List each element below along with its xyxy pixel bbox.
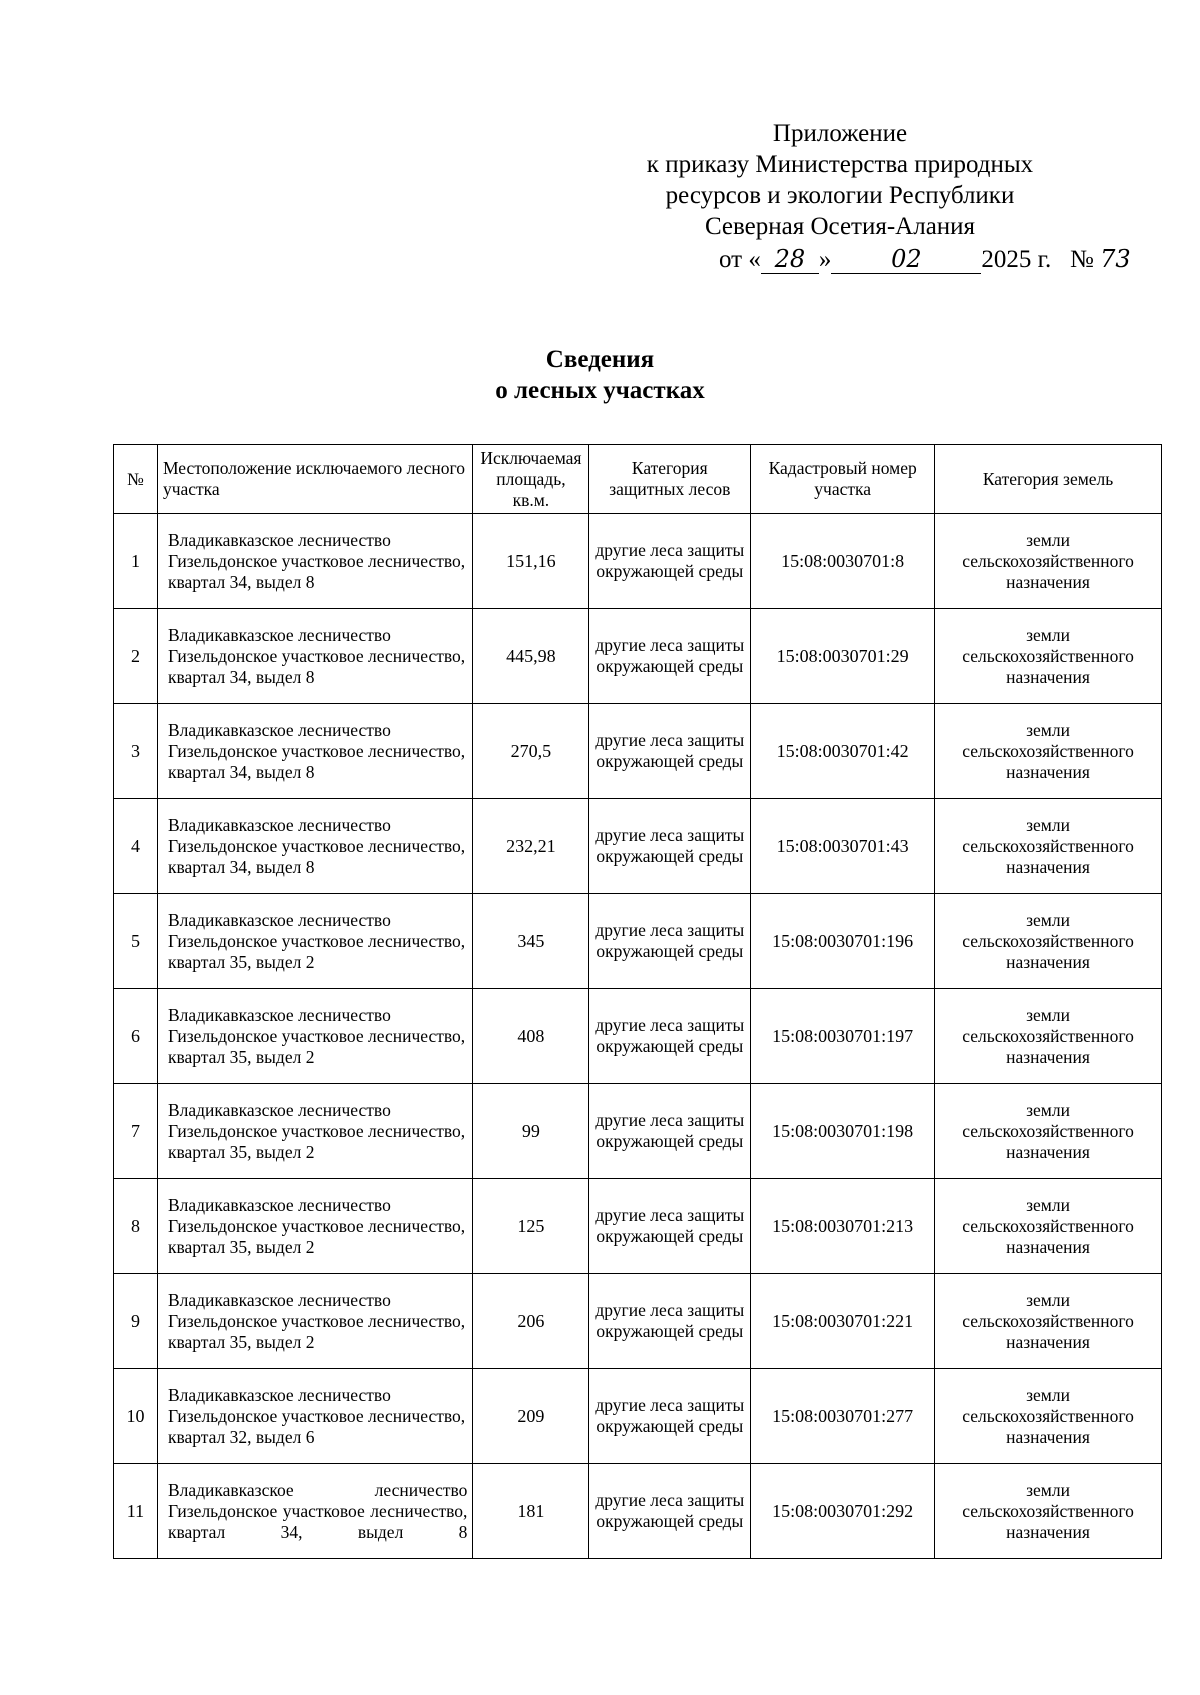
cell-protect-category: другие леса защиты окружающей среды: [589, 704, 751, 799]
cell-cadastral: 15:08:0030701:292: [751, 1464, 935, 1559]
table-row: [114, 1369, 1162, 1464]
table-row: [114, 1179, 1162, 1274]
cell-land-category: земли сельскохозяйственного назначения: [935, 1274, 1162, 1369]
table-row: [114, 894, 1162, 989]
header-line-1: Приложение: [772, 120, 908, 147]
table-row: [114, 989, 1162, 1084]
table-row: [114, 514, 1162, 609]
cell-num: 11: [114, 1464, 158, 1559]
header-protect-category: Категория защитных лесов: [589, 445, 751, 514]
cell-area: 408: [473, 989, 589, 1084]
header-line-2: к приказу Министерства природных: [646, 151, 1034, 178]
cell-cadastral: 15:08:0030701:42: [751, 704, 935, 799]
table-body: [114, 514, 1162, 1559]
header-line-3: ресурсов и экологии Республики: [665, 182, 1015, 209]
table-row: [114, 1274, 1162, 1369]
cell-land-category: земли сельскохозяйственного назначения: [935, 1369, 1162, 1464]
cell-area: 345: [473, 894, 589, 989]
order-month: 02: [831, 245, 981, 274]
cell-cadastral: 15:08:0030701:43: [751, 799, 935, 894]
cell-protect-category: другие леса защиты окружающей среды: [589, 989, 751, 1084]
order-year: 2025 г.: [981, 246, 1052, 273]
order-number: 73: [1100, 245, 1131, 273]
cell-area: 209: [473, 1369, 589, 1464]
cell-num: 6: [114, 989, 158, 1084]
cell-protect-category: другие леса защиты окружающей среды: [589, 514, 751, 609]
cell-land-category: земли сельскохозяйственного назначения: [935, 1179, 1162, 1274]
cell-location: Владикавказское лесничество Гизельдонское участковое лесничество, квартал 34, выдел 8: [157, 704, 472, 799]
cell-location: Владикавказское лесничество Гизельдонское участковое лесничество, квартал 34, выдел 8: [157, 514, 472, 609]
cell-area: 270,5: [473, 704, 589, 799]
table-row: [114, 1084, 1162, 1179]
cell-cadastral: 15:08:0030701:196: [751, 894, 935, 989]
cell-protect-category: другие леса защиты окружающей среды: [589, 1084, 751, 1179]
cell-num: 2: [114, 609, 158, 704]
cell-location: Владикавказское лесничество Гизельдонское участковое лесничество, квартал 32, выдел 6: [157, 1369, 472, 1464]
cell-num: 4: [114, 799, 158, 894]
cell-num: 1: [114, 514, 158, 609]
date-prefix: от «: [719, 246, 761, 273]
title-line-1: Сведения: [545, 346, 655, 373]
cell-land-category: земли сельскохозяйственного назначения: [935, 989, 1162, 1084]
appendix-header: [580, 118, 1100, 242]
cell-location: Владикавказское лесничество Гизельдонское участковое лесничество, квартал 35, выдел 2: [157, 1274, 472, 1369]
cell-cadastral: 15:08:0030701:277: [751, 1369, 935, 1464]
header-num: №: [114, 445, 158, 514]
header-area: Исключаемая площадь, кв.м.: [473, 445, 589, 514]
cell-location: Владикавказское лесничество Гизельдонское участковое лесничество, квартал 34, выдел 8: [157, 799, 472, 894]
cell-land-category: земли сельскохозяйственного назначения: [935, 609, 1162, 704]
title-line-2: о лесных участках: [495, 377, 705, 404]
cell-cadastral: 15:08:0030701:221: [751, 1274, 935, 1369]
order-date-line: [719, 245, 1159, 274]
cell-cadastral: 15:08:0030701:29: [751, 609, 935, 704]
cell-protect-category: другие леса защиты окружающей среды: [589, 609, 751, 704]
cell-location: Владикавказское лесничество Гизельдонское участковое лесничество, квартал 34, выдел 8: [157, 609, 472, 704]
cell-land-category: земли сельскохозяйственного назначения: [935, 799, 1162, 894]
cell-num: 7: [114, 1084, 158, 1179]
cell-location: Владикавказское лесничество Гизельдонское участковое лесничество, квартал 34, выдел 8: [157, 1464, 472, 1559]
cell-location: Владикавказское лесничество Гизельдонское участковое лесничество, квартал 35, выдел 2: [157, 894, 472, 989]
cell-protect-category: другие леса защиты окружающей среды: [589, 1369, 751, 1464]
cell-cadastral: 15:08:0030701:197: [751, 989, 935, 1084]
cell-num: 9: [114, 1274, 158, 1369]
cell-num: 3: [114, 704, 158, 799]
cell-land-category: земли сельскохозяйственного назначения: [935, 514, 1162, 609]
cell-protect-category: другие леса защиты окружающей среды: [589, 894, 751, 989]
cell-protect-category: другие леса защиты окружающей среды: [589, 799, 751, 894]
table-row: [114, 704, 1162, 799]
cell-num: 8: [114, 1179, 158, 1274]
cell-num: 10: [114, 1369, 158, 1464]
cell-cadastral: 15:08:0030701:8: [751, 514, 935, 609]
cell-location: Владикавказское лесничество Гизельдонское участковое лесничество, квартал 35, выдел 2: [157, 989, 472, 1084]
cell-protect-category: другие леса защиты окружающей среды: [589, 1464, 751, 1559]
table-row: [114, 799, 1162, 894]
table-header-row: [114, 445, 1162, 514]
cell-land-category: земли сельскохозяйственного назначения: [935, 894, 1162, 989]
cell-num: 5: [114, 894, 158, 989]
cell-area: 181: [473, 1464, 589, 1559]
cell-location: Владикавказское лесничество Гизельдонское участковое лесничество, квартал 35, выдел 2: [157, 1179, 472, 1274]
cell-protect-category: другие леса защиты окружающей среды: [589, 1179, 751, 1274]
cell-land-category: земли сельскохозяйственного назначения: [935, 1464, 1162, 1559]
cell-area: 445,98: [473, 609, 589, 704]
order-day: 28: [761, 245, 819, 274]
header-line-4: Северная Осетия-Алания: [704, 213, 976, 240]
table-row: [114, 1464, 1162, 1559]
cell-area: 151,16: [473, 514, 589, 609]
cell-area: 125: [473, 1179, 589, 1274]
cell-land-category: земли сельскохозяйственного назначения: [935, 1084, 1162, 1179]
header-land-category: Категория земель: [935, 445, 1162, 514]
cell-cadastral: 15:08:0030701:198: [751, 1084, 935, 1179]
cell-cadastral: 15:08:0030701:213: [751, 1179, 935, 1274]
date-mid: »: [818, 246, 832, 273]
cell-land-category: земли сельскохозяйственного назначения: [935, 704, 1162, 799]
order-number-label: №: [1070, 246, 1094, 273]
cell-area: 99: [473, 1084, 589, 1179]
forest-plots-table: [113, 444, 1162, 1559]
document-title: [0, 344, 1200, 406]
cell-protect-category: другие леса защиты окружающей среды: [589, 1274, 751, 1369]
header-cadastral: Кадастровый номер участка: [751, 445, 935, 514]
header-location: Местоположение исключаемого лесного участка: [157, 445, 472, 514]
table-row: [114, 609, 1162, 704]
cell-location: Владикавказское лесничество Гизельдонское участковое лесничество, квартал 35, выдел 2: [157, 1084, 472, 1179]
cell-area: 206: [473, 1274, 589, 1369]
cell-area: 232,21: [473, 799, 589, 894]
